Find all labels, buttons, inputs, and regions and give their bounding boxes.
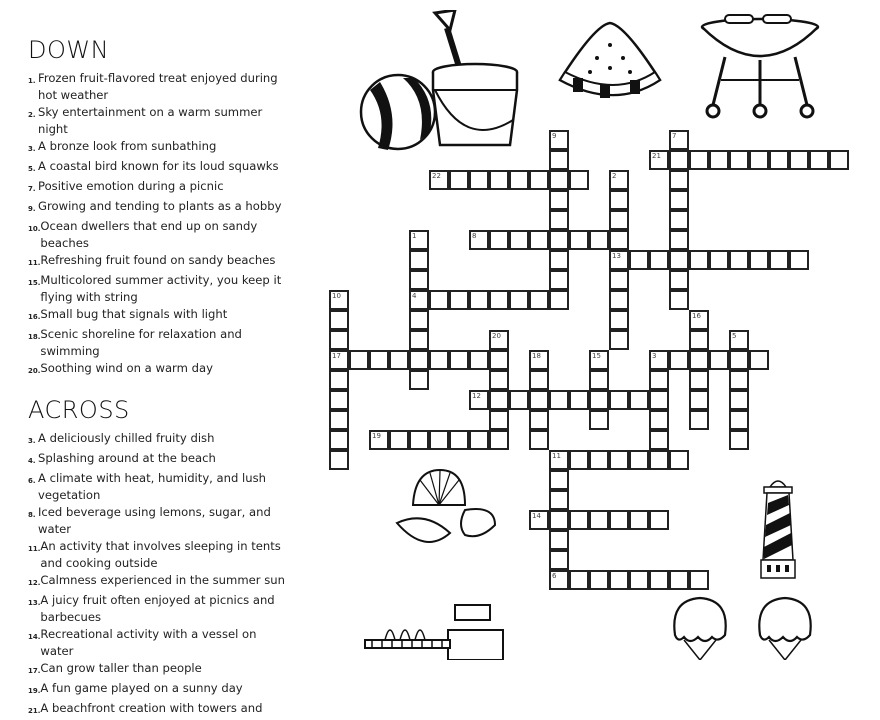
clue-number: 17. <box>28 667 41 675</box>
across-clue <box>28 450 288 470</box>
cell-number: 6 <box>552 572 557 580</box>
cell-number: 12 <box>472 392 481 400</box>
cell-number: 21 <box>652 152 661 160</box>
crossword-cell[interactable] <box>609 290 629 310</box>
clue-number: 11. <box>28 545 41 553</box>
crossword-cell[interactable] <box>749 150 769 170</box>
across-clue <box>28 680 288 700</box>
crossword-cell[interactable] <box>669 290 689 310</box>
clue-text: A beachfront creation with towers and <box>40 701 263 715</box>
crossword-cell[interactable] <box>409 330 429 350</box>
down-clue <box>28 138 288 158</box>
crossword-cell[interactable] <box>689 330 709 350</box>
crossword-cell[interactable] <box>729 410 749 430</box>
crossword-cell[interactable] <box>389 350 409 370</box>
cell-number: 15 <box>592 352 601 360</box>
crossword-cell[interactable] <box>729 330 749 350</box>
crossword-cell[interactable] <box>689 150 709 170</box>
across-section <box>28 396 288 720</box>
crossword-cell[interactable] <box>469 350 489 370</box>
crossword-cell[interactable] <box>649 250 669 270</box>
crossword-cell[interactable] <box>489 430 509 450</box>
down-clue <box>28 178 288 198</box>
crossword-cell[interactable] <box>529 410 549 430</box>
crossword-cell[interactable] <box>529 390 549 410</box>
crossword-cell[interactable] <box>669 350 689 370</box>
crossword-cell[interactable] <box>649 410 669 430</box>
crossword-cell[interactable] <box>589 350 609 370</box>
cell-number: 9 <box>552 132 557 140</box>
down-clue <box>28 306 288 326</box>
clue-text: Positive emotion during a picnic <box>38 179 224 193</box>
crossword-cell[interactable] <box>769 150 789 170</box>
crossword-cell[interactable] <box>829 150 849 170</box>
crossword-cell[interactable] <box>489 390 509 410</box>
crossword-cell[interactable] <box>609 510 629 530</box>
across-clue <box>28 572 288 592</box>
crossword-cell[interactable] <box>469 390 489 410</box>
crossword-cell[interactable] <box>589 370 609 390</box>
crossword-cell[interactable] <box>689 250 709 270</box>
across-clue <box>28 504 288 538</box>
across-clue <box>28 626 288 660</box>
clue-number: 9. <box>28 205 36 213</box>
clue-text: Growing and tending to plants as a hobby <box>38 199 282 213</box>
crossword-cell[interactable] <box>549 170 569 190</box>
cell-number: 20 <box>492 332 501 340</box>
crossword-cell[interactable] <box>669 170 689 190</box>
crossword-cell[interactable] <box>629 450 649 470</box>
crossword-cell[interactable] <box>729 150 749 170</box>
crossword-cell[interactable] <box>589 570 609 590</box>
crossword-cell[interactable] <box>549 510 569 530</box>
clue-text: A deliciously chilled fruity dish <box>38 431 215 445</box>
cell-number: 17 <box>332 352 341 360</box>
crossword-cell[interactable] <box>389 430 409 450</box>
cell-number: 13 <box>612 252 621 260</box>
across-clue <box>28 660 288 680</box>
crossword-cell[interactable] <box>429 170 449 190</box>
crossword-cell[interactable] <box>549 550 569 570</box>
ice-cream-cones-icon <box>670 595 820 660</box>
crossword-cell[interactable] <box>729 350 749 370</box>
crossword-cell[interactable] <box>329 450 349 470</box>
crossword-cell[interactable] <box>549 530 569 550</box>
cell-number: 2 <box>612 172 617 180</box>
clue-number: 3. <box>28 437 36 445</box>
crossword-cell[interactable] <box>469 430 489 450</box>
across-clue <box>28 700 288 720</box>
crossword-cell[interactable] <box>669 270 689 290</box>
crossword-cell[interactable] <box>649 450 669 470</box>
crossword-cell[interactable] <box>489 170 509 190</box>
clue-number: 5. <box>28 165 36 173</box>
crossword-cell[interactable] <box>409 250 429 270</box>
crossword-cell[interactable] <box>429 350 449 370</box>
crossword-cell[interactable] <box>549 190 569 210</box>
down-clue <box>28 198 288 218</box>
clue-text: Can grow taller than people <box>40 661 202 675</box>
crossword-cell[interactable] <box>669 570 689 590</box>
clue-number: 4. <box>28 457 36 465</box>
crossword-cell[interactable] <box>329 410 349 430</box>
crossword-cell[interactable] <box>529 170 549 190</box>
crossword-cell[interactable] <box>549 230 569 250</box>
crossword-cell[interactable] <box>489 330 509 350</box>
crossword-cell[interactable] <box>409 310 429 330</box>
crossword-cell[interactable] <box>589 230 609 250</box>
crossword-cell[interactable] <box>509 390 529 410</box>
crossword-cell[interactable] <box>509 170 529 190</box>
crossword-cell[interactable] <box>429 290 449 310</box>
crossword-cell[interactable] <box>489 350 509 370</box>
crossword-cell[interactable] <box>449 350 469 370</box>
clue-number: 3. <box>28 145 36 153</box>
clue-text: A fun game played on a sunny day <box>40 681 243 695</box>
crossword-cell[interactable] <box>689 570 709 590</box>
clue-text: Ocean dwellers that end up on sandy beaches <box>40 219 258 250</box>
crossword-cell[interactable] <box>609 450 629 470</box>
crossword-cell[interactable] <box>329 310 349 330</box>
clue-number: 10. <box>28 225 41 233</box>
clue-number: 11. <box>28 259 41 267</box>
crossword-cell[interactable] <box>449 170 469 190</box>
down-section <box>28 36 288 380</box>
cell-number: 8 <box>472 232 477 240</box>
crossword-cell[interactable] <box>509 290 529 310</box>
clue-text: A juicy fruit often enjoyed at picnics and barbecues <box>40 593 275 624</box>
crossword-cell[interactable] <box>329 350 349 370</box>
crossword-cell[interactable] <box>549 490 569 510</box>
across-clue <box>28 470 288 504</box>
clue-text: Calmness experienced in the summer sun <box>40 573 285 587</box>
crossword-cell[interactable] <box>689 410 709 430</box>
crossword-cell[interactable] <box>549 290 569 310</box>
crossword-cell[interactable] <box>569 570 589 590</box>
clue-number: 21. <box>28 707 41 715</box>
crossword-cell[interactable] <box>489 230 509 250</box>
crossword-cell[interactable] <box>589 510 609 530</box>
crossword-cell[interactable] <box>609 170 629 190</box>
crossword-cell[interactable] <box>549 130 569 150</box>
crossword-cell[interactable] <box>669 250 689 270</box>
crossword-cell[interactable] <box>609 310 629 330</box>
clue-number: 18. <box>28 333 41 341</box>
crossword-cell[interactable] <box>529 510 549 530</box>
clue-text: Sky entertainment on a warm summer night <box>38 105 263 136</box>
down-clue <box>28 218 288 252</box>
crossword-cell[interactable] <box>369 350 389 370</box>
cell-number: 1 <box>412 232 417 240</box>
crossword-cell[interactable] <box>609 250 629 270</box>
crossword-cell[interactable] <box>669 130 689 150</box>
down-clue <box>28 252 288 272</box>
crossword-cell[interactable] <box>689 350 709 370</box>
crossword-cell[interactable] <box>609 570 629 590</box>
crossword-cell[interactable] <box>329 430 349 450</box>
crossword-cell[interactable] <box>689 310 709 330</box>
crossword-cell[interactable] <box>529 290 549 310</box>
crossword-cell[interactable] <box>669 450 689 470</box>
clue-number: 7. <box>28 185 36 193</box>
crossword-cell[interactable] <box>749 250 769 270</box>
crossword-cell[interactable] <box>649 150 669 170</box>
crossword-cell[interactable] <box>449 430 469 450</box>
across-clue-list <box>28 430 288 720</box>
boat-icon <box>360 600 510 660</box>
crossword-cell[interactable] <box>609 190 629 210</box>
crossword-cell[interactable] <box>569 450 589 470</box>
sand-bucket-icon <box>425 10 525 150</box>
clue-number: 13. <box>28 599 41 607</box>
crossword-cell[interactable] <box>529 350 549 370</box>
crossword-cell[interactable] <box>329 370 349 390</box>
clue-text: Splashing around at the beach <box>38 451 216 465</box>
crossword-cell[interactable] <box>749 350 769 370</box>
clue-number: 16. <box>28 313 41 321</box>
crossword-cell[interactable] <box>629 390 649 410</box>
crossword-cell[interactable] <box>629 510 649 530</box>
crossword-cell[interactable] <box>329 330 349 350</box>
crossword-cell[interactable] <box>469 230 489 250</box>
clue-text: Small bug that signals with light <box>40 307 228 321</box>
crossword-cell[interactable] <box>489 290 509 310</box>
down-clue <box>28 326 288 360</box>
crossword-cell[interactable] <box>489 370 509 390</box>
clue-number: 2. <box>28 111 36 119</box>
clues-panel <box>28 36 288 720</box>
crossword-cell[interactable] <box>689 370 709 390</box>
crossword-cell[interactable] <box>609 390 629 410</box>
crossword-cell[interactable] <box>369 430 389 450</box>
crossword-cell[interactable] <box>649 350 669 370</box>
crossword-cell[interactable] <box>669 190 689 210</box>
crossword-cell[interactable] <box>669 210 689 230</box>
crossword-cell[interactable] <box>549 570 569 590</box>
down-clue <box>28 272 288 306</box>
down-clue <box>28 70 288 104</box>
clue-number: 1. <box>28 77 36 85</box>
cell-number: 11 <box>552 452 561 460</box>
crossword-cell[interactable] <box>569 230 589 250</box>
crossword-cell[interactable] <box>729 430 749 450</box>
crossword-cell[interactable] <box>549 250 569 270</box>
seashells-icon <box>395 465 505 555</box>
crossword-cell[interactable] <box>809 150 829 170</box>
clue-number: 6. <box>28 477 36 485</box>
crossword-cell[interactable] <box>569 390 589 410</box>
cell-number: 4 <box>412 292 417 300</box>
crossword-cell[interactable] <box>549 210 569 230</box>
clue-text: Scenic shoreline for relaxation and swimming <box>40 327 242 358</box>
crossword-cell[interactable] <box>729 390 749 410</box>
clue-number: 20. <box>28 367 41 375</box>
cell-number: 22 <box>432 172 441 180</box>
crossword-cell[interactable] <box>649 570 669 590</box>
crossword-cell[interactable] <box>649 390 669 410</box>
cell-number: 19 <box>372 432 381 440</box>
clue-text: Multicolored summer activity, you keep it flying with string <box>40 273 282 304</box>
crossword-cell[interactable] <box>609 210 629 230</box>
crossword-cell[interactable] <box>709 150 729 170</box>
crossword-cell[interactable] <box>569 510 589 530</box>
crossword-cell[interactable] <box>329 390 349 410</box>
crossword-cell[interactable] <box>549 450 569 470</box>
clue-text: An activity that involves sleeping in tents and cooking outside <box>40 539 281 570</box>
crossword-cell[interactable] <box>589 410 609 430</box>
crossword-cell[interactable] <box>529 230 549 250</box>
crossword-cell[interactable] <box>449 290 469 310</box>
crossword-cell[interactable] <box>549 270 569 290</box>
crossword-cell[interactable] <box>549 390 569 410</box>
cell-number: 10 <box>332 292 341 300</box>
cell-number: 14 <box>532 512 541 520</box>
crossword-cell[interactable] <box>509 230 529 250</box>
barbecue-grill-icon <box>695 5 825 120</box>
crossword-cell[interactable] <box>429 430 449 450</box>
clue-text: A bronze look from sunbathing <box>38 139 217 153</box>
crossword-cell[interactable] <box>409 290 429 310</box>
crossword-cell[interactable] <box>729 370 749 390</box>
crossword-cell[interactable] <box>589 450 609 470</box>
clue-text: Soothing wind on a warm day <box>40 361 213 375</box>
cell-number: 3 <box>652 352 657 360</box>
clue-text: Frozen fruit-flavored treat enjoyed during hot weather <box>38 71 278 102</box>
crossword-cell[interactable] <box>649 430 669 450</box>
crossword-cell[interactable] <box>609 330 629 350</box>
crossword-cell[interactable] <box>529 370 549 390</box>
crossword-cell[interactable] <box>469 170 489 190</box>
down-clue <box>28 158 288 178</box>
watermelon-slice-icon <box>555 20 665 105</box>
crossword-cell[interactable] <box>409 370 429 390</box>
crossword-cell[interactable] <box>569 170 589 190</box>
crossword-cell[interactable] <box>709 250 729 270</box>
crossword-cell[interactable] <box>549 470 569 490</box>
crossword-cell[interactable] <box>529 430 549 450</box>
crossword-cell[interactable] <box>769 250 789 270</box>
clue-text: Recreational activity with a vessel on water <box>40 627 257 658</box>
clue-text: A coastal bird known for its loud squawks <box>38 159 279 173</box>
crossword-cell[interactable] <box>649 510 669 530</box>
crossword-cell[interactable] <box>409 430 429 450</box>
down-clue-list <box>28 70 288 380</box>
crossword-cell[interactable] <box>629 570 649 590</box>
cell-number: 5 <box>732 332 737 340</box>
clue-number: 19. <box>28 687 41 695</box>
clue-text: Refreshing fruit found on sandy beaches <box>40 253 276 267</box>
crossword-cell[interactable] <box>469 290 489 310</box>
crossword-cell[interactable] <box>709 350 729 370</box>
crossword-cell[interactable] <box>649 370 669 390</box>
crossword-cell[interactable] <box>589 390 609 410</box>
across-heading: ACROSS <box>28 396 130 424</box>
crossword-cell[interactable] <box>609 230 629 250</box>
across-clue <box>28 592 288 626</box>
crossword-cell[interactable] <box>789 150 809 170</box>
down-clue <box>28 104 288 138</box>
clue-number: 8. <box>28 511 36 519</box>
crossword-cell[interactable] <box>669 230 689 250</box>
clue-text: A climate with heat, humidity, and lush vegetation <box>38 471 267 502</box>
crossword-cell[interactable] <box>409 230 429 250</box>
crossword-cell[interactable] <box>349 350 369 370</box>
clue-number: 12. <box>28 579 41 587</box>
crossword-cell[interactable] <box>489 410 509 430</box>
clue-text: Iced beverage using lemons, sugar, and water <box>38 505 271 536</box>
crossword-cell[interactable] <box>789 250 809 270</box>
lighthouse-icon <box>758 475 798 580</box>
crossword-cell[interactable] <box>629 250 649 270</box>
cell-number: 7 <box>672 132 677 140</box>
crossword-cell[interactable] <box>409 350 429 370</box>
crossword-cell[interactable] <box>729 250 749 270</box>
crossword-cell[interactable] <box>409 270 429 290</box>
across-clue <box>28 430 288 450</box>
down-heading: DOWN <box>28 36 110 64</box>
crossword-cell[interactable] <box>549 150 569 170</box>
cell-number: 16 <box>692 312 701 320</box>
crossword-cell[interactable] <box>669 150 689 170</box>
clue-number: 14. <box>28 633 41 641</box>
crossword-cell[interactable] <box>689 390 709 410</box>
crossword-cell[interactable] <box>329 290 349 310</box>
crossword-cell[interactable] <box>609 270 629 290</box>
across-clue <box>28 538 288 572</box>
cell-number: 18 <box>532 352 541 360</box>
clue-number: 15. <box>28 279 41 287</box>
down-clue <box>28 360 288 380</box>
